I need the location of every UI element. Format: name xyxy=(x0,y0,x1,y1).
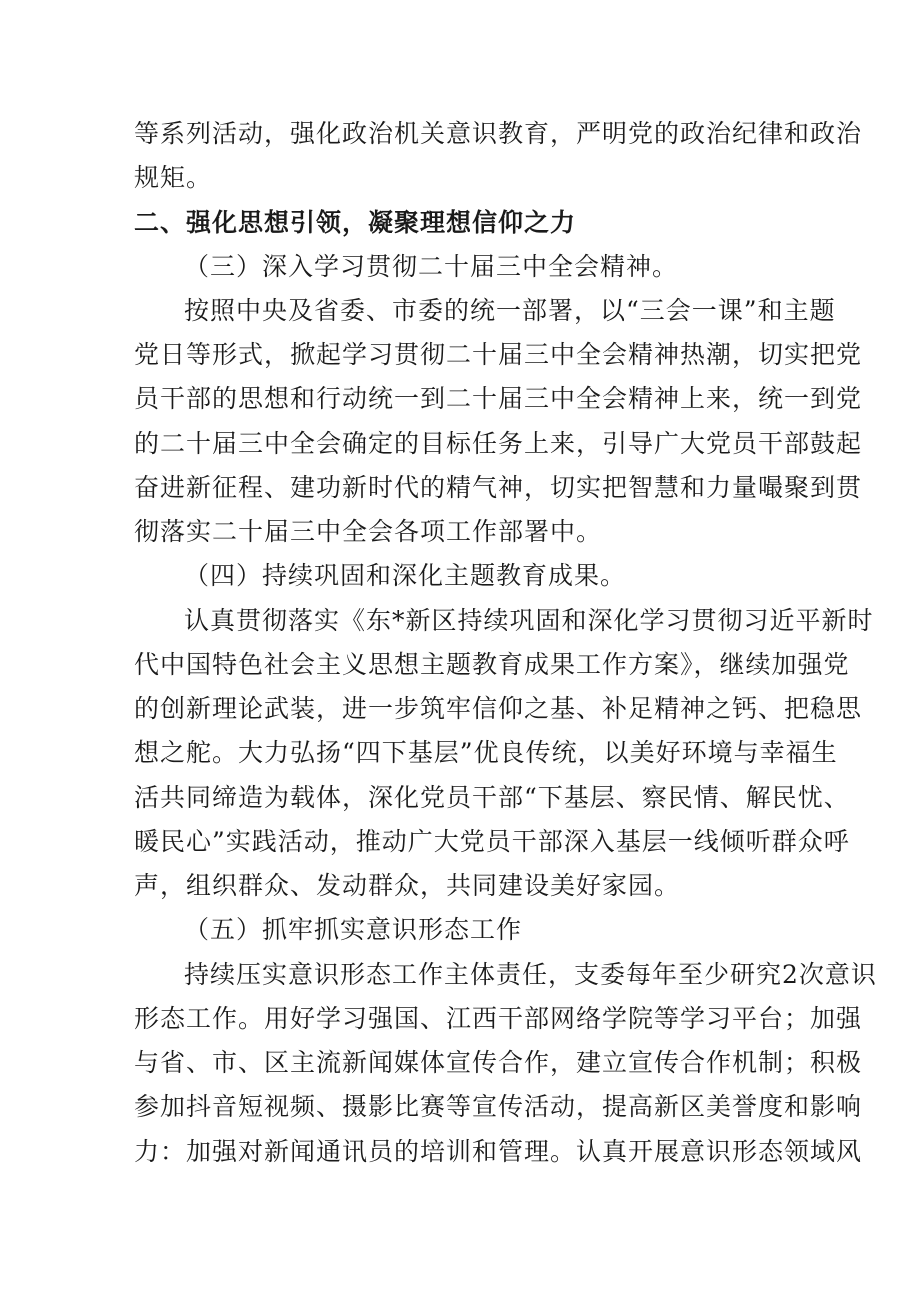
paragraph-first-line: 认真贯彻落实《东*新区持续巩固和深化学习贯彻习近平新时 xyxy=(184,606,874,635)
subsection-heading: （五）抓牢抓实意识形态工作 xyxy=(184,915,523,944)
body-line: 想之舵。大力弘扬“四下基层”优良传统，以美好环境与幸福生 xyxy=(134,738,838,767)
body-line: 彻落实二十届三中全会各项工作部署中。 xyxy=(134,517,603,546)
body-line: 活共同缔造为载体，深化党员干部“下基层、察民情、解民忧、 xyxy=(134,783,850,812)
body-line: 参加抖音短视频、摄影比赛等宣传活动，提高新区美誉度和影响 xyxy=(134,1092,863,1121)
subsection-heading: （三）深入学习贯彻二十届三中全会精神。 xyxy=(184,252,679,281)
body-line: 的二十届三中全会确定的目标任务上来，引导广大党员干部鼓起 xyxy=(134,429,863,458)
body-line: 与省、市、区主流新闻媒体宣传合作，建立宣传合作机制；积极 xyxy=(134,1048,863,1077)
body-line: 力：加强对新闻通讯员的培训和管理。认真开展意识形态领域风 xyxy=(134,1137,863,1166)
body-line: 规矩。 xyxy=(134,163,213,192)
body-line: 等系列活动，强化政治机关意识教育，严明党的政治纪律和政治 xyxy=(134,119,863,148)
body-line: 的创新理论武装，进一步筑牢信仰之基、补足精神之钙、把稳思 xyxy=(134,694,863,723)
body-line: 代中国特色社会主义思想主题教育成果工作方案》，继续加强党 xyxy=(134,650,850,679)
section-heading: 二、强化思想引领，凝聚理想信仰之力 xyxy=(134,208,577,237)
paragraph-first-line: 按照中央及省委、市委的统一部署，以“三会一课”和主题 xyxy=(184,296,836,325)
body-line: 奋进新征程、建功新时代的精气神，切实把智慧和力量嘬聚到贯 xyxy=(134,473,863,502)
body-line: 声，组织群众、发动群众，共同建设美好家园。 xyxy=(134,871,681,900)
body-line: 暖民心”实践活动，推动广大党员干部深入基层一线倾听群众呼 xyxy=(134,827,850,856)
subsection-heading: （四）持续巩固和深化主题教育成果。 xyxy=(184,561,627,590)
body-line: 员干部的思想和行动统一到二十届三中全会精神上来，统一到党 xyxy=(134,384,863,413)
body-line: 党日等形式，掀起学习贯彻二十届三中全会精神热潮，切实把党 xyxy=(134,340,863,369)
paragraph-first-line: 持续压实意识形态工作主体责任，支委每年至少研究2次意识 xyxy=(184,960,877,989)
body-line: 形态工作。用好学习强国、江西干部网络学院等学习平台；加强 xyxy=(134,1004,863,1033)
